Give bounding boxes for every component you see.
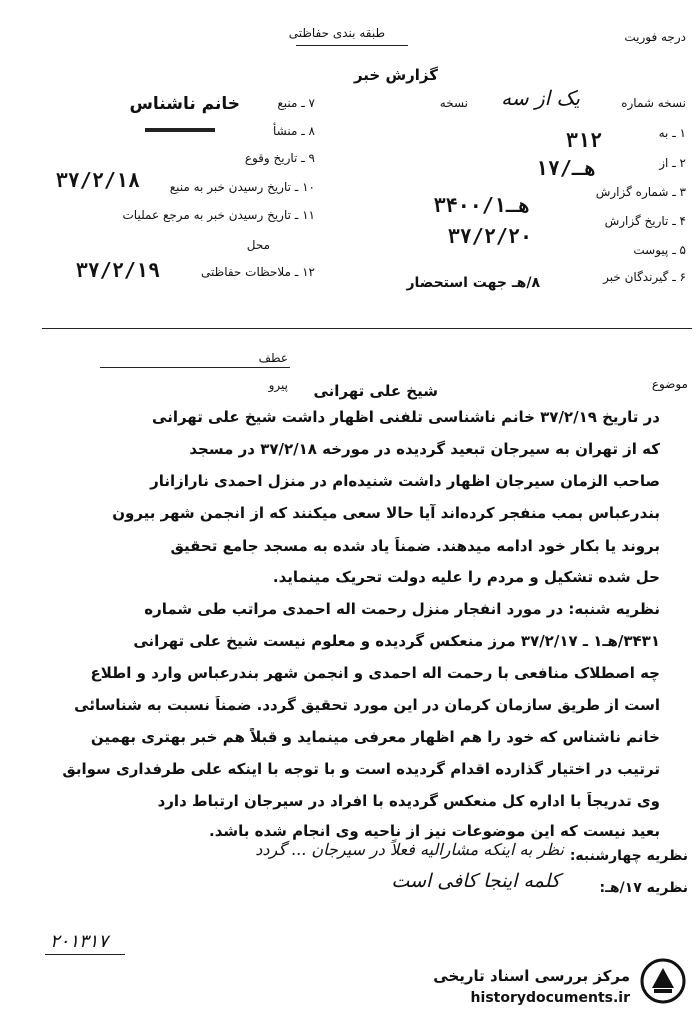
field-report-date-value: ۳۷/۲/۲۰ — [447, 224, 532, 248]
page-title: گزارش خبر — [353, 66, 438, 84]
operations-received-label: ۱۱ ـ تاریخ رسیدن خبر به مرجع عملیات — [122, 208, 315, 222]
source-value: خانم ناشناس — [129, 94, 240, 114]
atf-line — [100, 367, 290, 368]
body-line: بروند یا بکار خود ادامه میدهند. ضمناً یاد شده به مسجد جامع تحقیق — [170, 537, 660, 555]
stamp-number: ۲۰۱۳۱۷ — [50, 931, 109, 952]
subject-value: شیخ علی تهرانی — [313, 382, 438, 400]
handwritten-copy-number: یک از سه — [501, 86, 580, 110]
field-attachment-label: ۵ ـ پیوست — [633, 243, 686, 257]
opinion-label: نظریه ۱۷/هـ: — [599, 880, 688, 896]
subject-label: موضوع — [651, 377, 688, 391]
origin-redaction — [145, 128, 215, 132]
field-recipients-label: ۶ ـ گیرندگان خبر — [603, 270, 686, 284]
peyro-label: پیرو — [268, 378, 288, 392]
protection-notes-value: ۳۷/۲/۱۹ — [75, 258, 160, 282]
header-divider — [42, 328, 692, 329]
field-recipients-value: ۸/هـ جهت استحضار — [406, 275, 540, 291]
footer-org-name: مرکز بررسی اسناد تاریخی — [433, 967, 630, 985]
field-report-number-label: ۳ ـ شماره گزارش — [595, 185, 686, 199]
protection-notes-label: ۱۲ ـ ملاحظات حفاظتی — [201, 265, 315, 279]
field-from-label: ۲ ـ از — [659, 156, 686, 170]
field-report-number-value: ۳۴۰۰/۱هـ — [433, 193, 530, 217]
body-line: چه اصطلاک منافعی با رحمت اله احمدی و انجمن شهر بندرعباس وارد و اطلاع — [90, 664, 660, 682]
archive-logo-icon — [640, 958, 686, 1004]
body-line: حل شده تشکیل و مردم را علیه دولت تحریک مینماید. — [272, 568, 660, 586]
body-line: در تاریخ ۳۷/۲/۱۹ خانم ناشناسی تلفنی اظهار داشت شیخ علی تهرانی — [152, 408, 660, 426]
stamp-underline — [45, 954, 125, 955]
body-line: وی تدریجاً با اداره کل منعکس گردیده با افراد در سیرجان ارتباط دارد — [157, 792, 660, 810]
location-label: محل — [246, 238, 270, 252]
annotation-label: نظریه چهارشنبه: — [569, 848, 688, 864]
body-line: بندرعباس بمب منفجر کرده‌اند آیا حالا سعی میکنند که از انجمن شهر بیرون — [112, 504, 660, 522]
copy-count-label: نسخه شماره — [621, 96, 686, 110]
annotation-handwritten: نظر به اینکه مشارالیه فعلاً در سیرجان ... گردد — [255, 840, 564, 859]
copy-suffix: نسخه — [439, 96, 468, 110]
opinion-handwritten: کلمه اینجا کافی است — [391, 870, 560, 892]
priority-label: درجه فوریت — [624, 30, 686, 44]
source-received-value: ۳۷/۲/۱۸ — [55, 168, 140, 192]
field-report-date-label: ۴ ـ تاریخ گزارش — [604, 214, 686, 228]
body-line: ترتیب در اختیار گذارده اقدام گردیده است و با توجه با اینکه علی طرفداری سوابق — [62, 760, 660, 778]
source-received-label: ۱۰ ـ تاریخ رسیدن خبر به منبع — [169, 180, 315, 194]
origin-label: ۸ ـ منشأ — [272, 124, 315, 138]
body-line: صاحب الزمان سیرجان اظهار داشت شنیده‌ام در منزل احمدی نارازانار — [150, 472, 660, 490]
body-line: خانم ناشناس که خود را هم اظهار معرفی مینماید و قبلاً هم خبر بهتری بهمین — [90, 728, 660, 746]
classification-label: طبقه بندی حفاظتی — [288, 26, 385, 40]
atf-label: عطف — [258, 351, 288, 365]
field-to-value: ۳۱۲ — [565, 128, 602, 152]
field-from-value: ۱۷/هـ — [535, 156, 596, 180]
occurrence-date-label: ۹ ـ تاریخ وقوع — [244, 151, 315, 165]
body-line: بعید نیست که این موضوعات نیز از ناحیه وی انجام شده باشد. — [209, 822, 660, 840]
body-line: ۳۴۳۱/هـ۱ ـ ۳۷/۲/۱۷ مرز منعکس گردیده و معلوم نیست شیخ علی تهرانی — [133, 632, 660, 650]
field-to-label: ۱ ـ به — [658, 126, 686, 140]
classification-underline — [296, 45, 408, 46]
source-label: ۷ ـ منبع — [277, 96, 315, 110]
body-line: است از طریق سازمان کرمان در این مورد تحقیق گردد. ضمناً نسبت به شناسائی — [74, 696, 660, 714]
footer-site: historydocuments.ir — [470, 990, 630, 1006]
body-line: نظریه شنبه: در مورد انفجار منزل رحمت اله احمدی مراتب طی شماره — [144, 600, 660, 618]
body-line: که از تهران به سیرجان تبعید گردیده در مورخه ۳۷/۲/۱۸ در مسجد — [189, 440, 660, 458]
